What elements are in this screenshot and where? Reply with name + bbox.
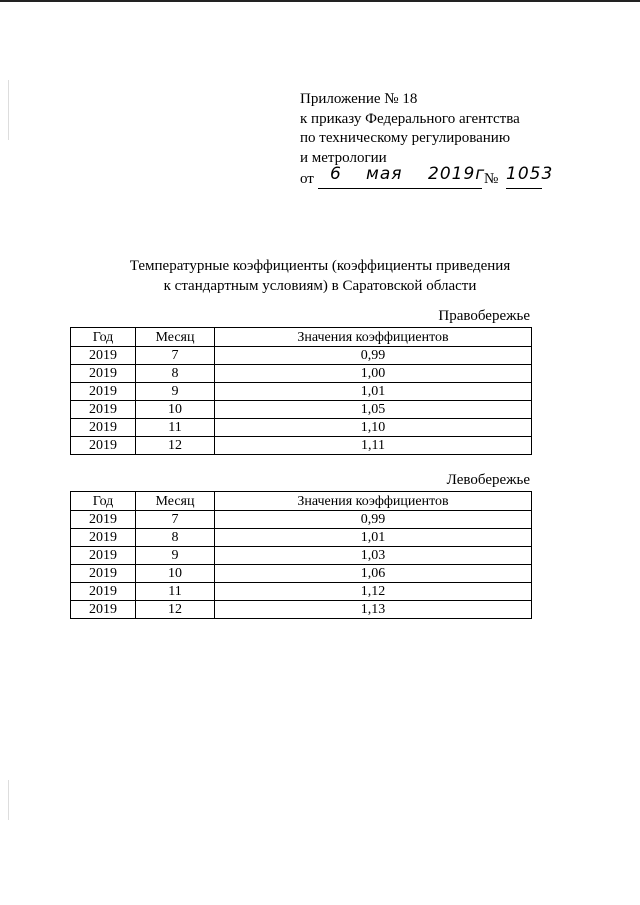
title-line-1: Температурные коэффициенты (коэффициенты приведения [129, 258, 511, 274]
handwritten-number: 1053 [506, 164, 554, 184]
cell-month: 7 [136, 511, 215, 529]
cell-value: 0,99 [215, 347, 532, 365]
cell-value: 1,01 [215, 529, 532, 547]
cell-month: 11 [136, 419, 215, 437]
table-row [71, 565, 532, 583]
coefficients-table-right-bank [70, 327, 532, 455]
document-title [60, 256, 580, 296]
table-row [71, 529, 532, 547]
region-label-left-bank: Левобережье [446, 472, 530, 488]
table-row [71, 437, 532, 455]
handwritten-year: 2019г [428, 164, 486, 184]
cell-year: 2019 [71, 347, 136, 365]
table-row [71, 547, 532, 565]
order-line-3: и метрологии [300, 149, 387, 166]
cell-month: 9 [136, 547, 215, 565]
table-row [71, 419, 532, 437]
column-header-value: Значения коэффициентов [215, 328, 532, 347]
handwritten-day: 6 [330, 164, 342, 184]
cell-year: 2019 [71, 365, 136, 383]
order-line-2: по техническому регулированию [300, 130, 511, 146]
cell-month: 8 [136, 365, 215, 383]
cell-year: 2019 [71, 583, 136, 601]
table-row [71, 583, 532, 601]
column-header-year: Год [71, 492, 136, 511]
table-row [71, 601, 532, 619]
column-header-month: Месяц [136, 492, 215, 511]
order-line-1: к приказу Федерального агентства [300, 110, 520, 127]
table-row [71, 365, 532, 383]
table-row [71, 401, 532, 419]
table-header-row [71, 328, 532, 347]
cell-month: 8 [136, 529, 215, 547]
appendix-number: Приложение № 18 [300, 91, 418, 107]
cell-year: 2019 [71, 437, 136, 455]
page-top-edge [0, 0, 640, 2]
region-label-right-bank: Правобережье [438, 308, 530, 324]
cell-month: 9 [136, 383, 215, 401]
cell-value: 1,00 [215, 365, 532, 383]
number-sign: № [484, 171, 499, 187]
date-blank [318, 164, 486, 189]
table-header-row [71, 492, 532, 511]
cell-value: 1,06 [215, 565, 532, 583]
cell-value: 1,13 [215, 601, 532, 619]
cell-year: 2019 [71, 383, 136, 401]
cell-year: 2019 [71, 511, 136, 529]
table-row [71, 347, 532, 365]
cell-month: 10 [136, 401, 215, 419]
title-line-2: к стандартным условиям) в Саратовской области [163, 278, 477, 294]
cell-month: 7 [136, 347, 215, 365]
table-row [71, 511, 532, 529]
column-header-year: Год [71, 328, 136, 347]
cell-value: 1,10 [215, 419, 532, 437]
cell-year: 2019 [71, 601, 136, 619]
column-header-value: Значения коэффициентов [215, 492, 532, 511]
date-prefix: от [300, 171, 314, 187]
cell-year: 2019 [71, 547, 136, 565]
scan-margin-mark [8, 80, 9, 140]
coefficients-table-left-bank [70, 491, 532, 619]
appendix-header [300, 90, 600, 192]
cell-month: 10 [136, 565, 215, 583]
cell-value: 1,03 [215, 547, 532, 565]
handwritten-month: мая [366, 164, 403, 184]
cell-month: 12 [136, 437, 215, 455]
cell-value: 0,99 [215, 511, 532, 529]
column-header-month: Месяц [136, 328, 215, 347]
cell-value: 1,05 [215, 401, 532, 419]
table-row [71, 383, 532, 401]
cell-year: 2019 [71, 419, 136, 437]
scan-margin-mark [8, 780, 9, 820]
cell-year: 2019 [71, 401, 136, 419]
order-date-line [300, 164, 600, 192]
cell-value: 1,01 [215, 383, 532, 401]
cell-month: 12 [136, 601, 215, 619]
cell-month: 11 [136, 583, 215, 601]
cell-value: 1,12 [215, 583, 532, 601]
cell-year: 2019 [71, 529, 136, 547]
cell-year: 2019 [71, 565, 136, 583]
cell-value: 1,11 [215, 437, 532, 455]
number-blank [506, 164, 554, 189]
